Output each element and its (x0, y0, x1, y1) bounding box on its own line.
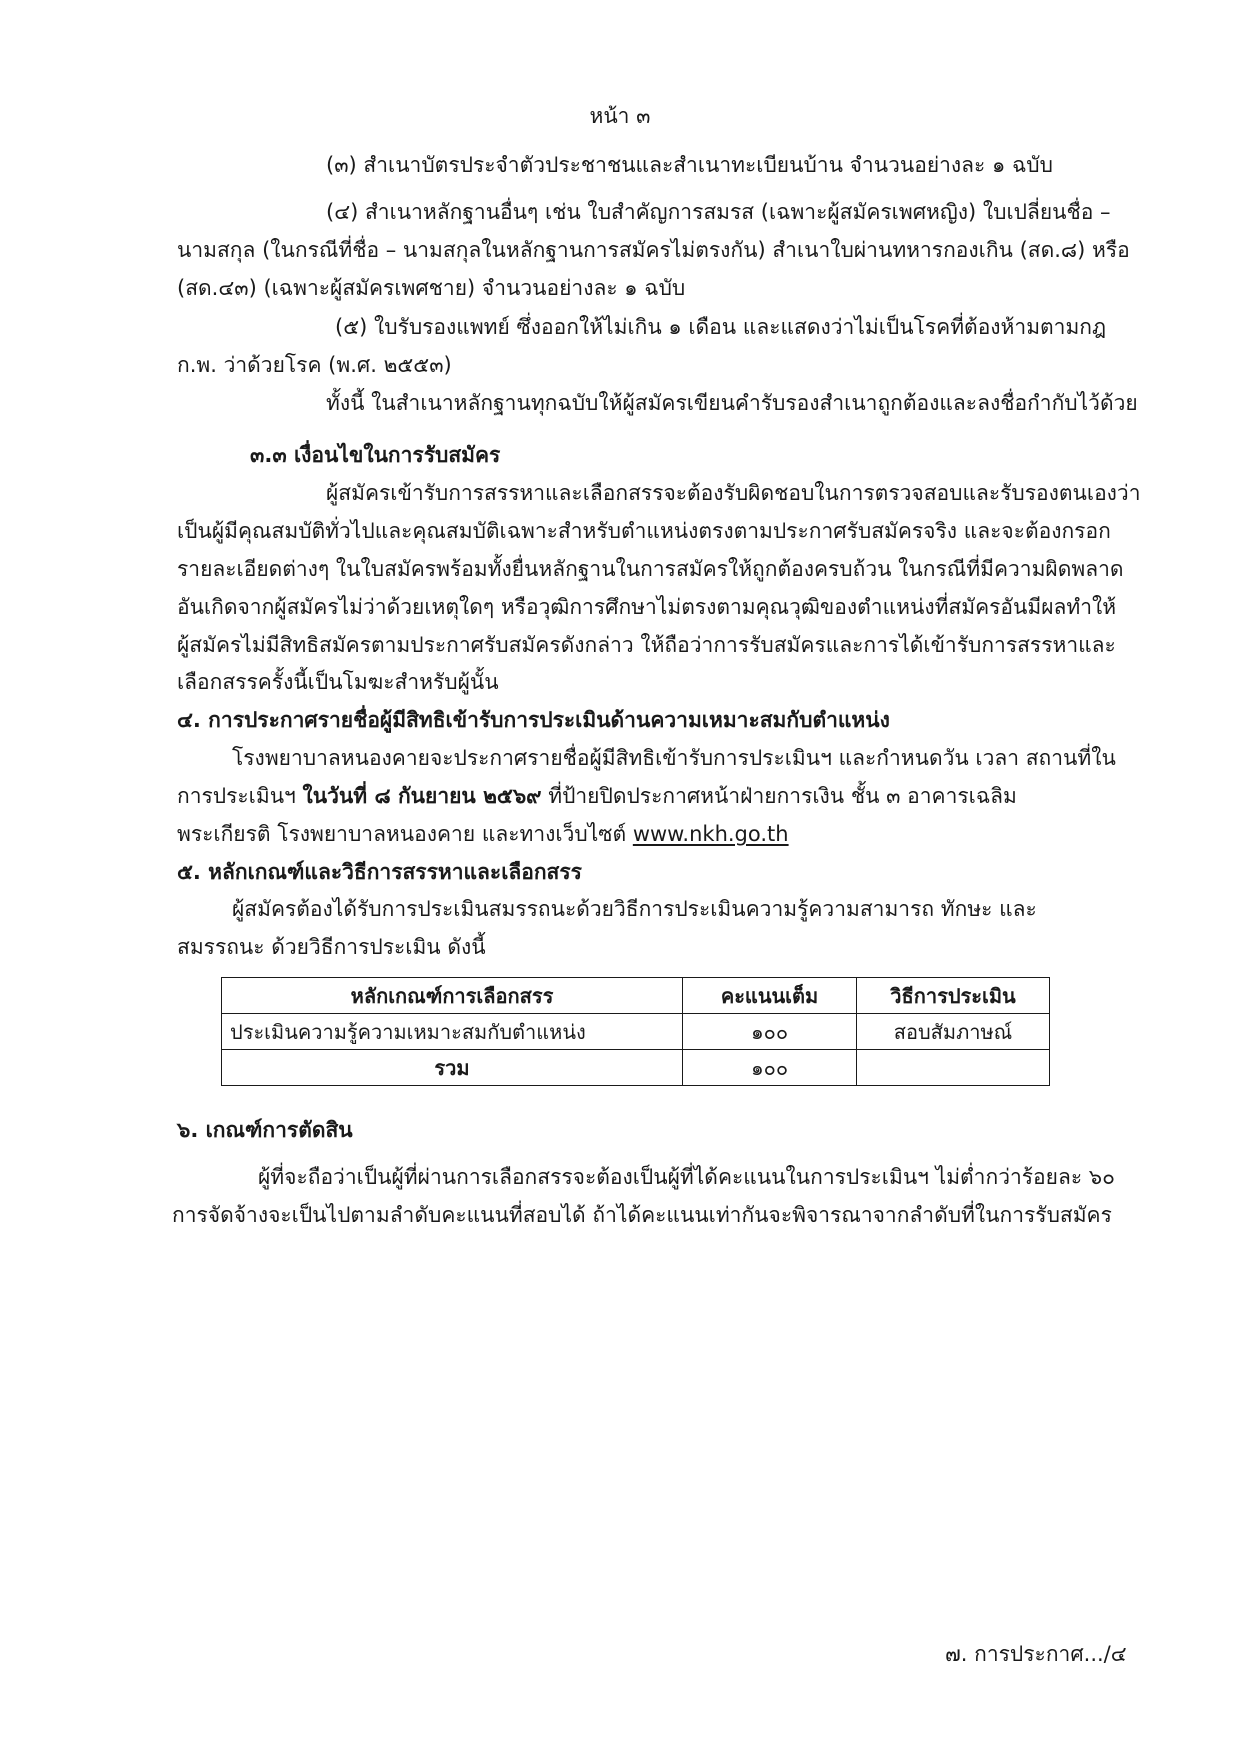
section-5-line-2: สมรรถนะ ด้วยวิธีการประเมิน ดังนี้ (177, 935, 486, 959)
table-cell-method: สอบสัมภาษณ์ (857, 1014, 1050, 1050)
doc-item-4-line-2: นามสกุล (ในกรณีที่ชื่อ – นามสกุลในหลักฐานการสมัครไม่ตรงกัน) สำเนาใบผ่านทหารกองเกิน (สด.๘) หรือ (177, 238, 1130, 262)
table-total-method (857, 1050, 1050, 1086)
table-header-full-score: คะแนนเต็ม (683, 978, 857, 1014)
docs-note: ทั้งนี้ ในสำเนาหลักฐานทุกฉบับให้ผู้สมัครเขียนคำรับรองสำเนาถูกต้องและลงชื่อกำกับไว้ด้วย (326, 391, 1138, 415)
table-cell-score: ๑๐๐ (683, 1014, 857, 1050)
section-5-line-1: ผู้สมัครต้องได้รับการประเมินสมรรถนะด้วยวิธีการประเมินความรู้ความสามารถ ทักษะ และ (232, 897, 1037, 921)
section-3-3-line: รายละเอียดต่างๆ ในใบสมัครพร้อมทั้งยื่นหลักฐานในการสมัครให้ถูกต้องครบถ้วน ในกรณีที่มีความผิดพลาด (177, 557, 1124, 581)
section-4-line-3-pre: พระเกียรติ โรงพยาบาลหนองคาย และทางเว็บไซต์ (177, 822, 633, 846)
section-6-heading: ๖. เกณฑ์การตัดสิน (177, 1118, 353, 1142)
section-4-line-1: โรงพยาบาลหนองคายจะประกาศรายชื่อผู้มีสิทธิเข้ารับการประเมินฯ และกำหนดวัน เวลา สถานที่ใน (232, 746, 1116, 770)
section-4-heading: ๔. การประกาศรายชื่อผู้มีสิทธิเข้ารับการประเมินด้านความเหมาะสมกับตำแหน่ง (177, 708, 890, 732)
section-3-3-line: เลือกสรรครั้งนี้เป็นโมฆะสำหรับผู้นั้น (177, 670, 499, 694)
section-3-3-line: อันเกิดจากผู้สมัครไม่ว่าด้วยเหตุใดๆ หรือวุฒิการศึกษาไม่ตรงตามคุณวุฒิของตำแหน่งที่สมัครอันมีผลทำให้ (177, 595, 1117, 619)
section-3-3-line: ผู้สมัครเข้ารับการสรรหาและเลือกสรรจะต้องรับผิดชอบในการตรวจสอบและรับรองตนเองว่า (326, 481, 1141, 505)
section-3-3-line: ผู้สมัครไม่มีสิทธิสมัครตามประกาศรับสมัครดังกล่าว ให้ถือว่าการรับสมัครและการได้เข้ารับการสรรหาและ (177, 633, 1116, 657)
doc-item-5-line-2: ก.พ. ว่าด้วยโรค (พ.ศ. ๒๕๕๓) (177, 353, 452, 377)
section-4-line-2-pre: การประเมินฯ (177, 784, 303, 808)
website-link[interactable]: www.nkh.go.th (632, 822, 789, 846)
table-total-row (222, 1050, 1050, 1086)
continuation-reference: ๗. การประกาศ.../๔ (945, 1642, 1127, 1666)
table-header-row (222, 978, 1050, 1014)
section-4-line-3 (177, 819, 789, 849)
section-3-3-heading: ๓.๓ เงื่อนไขในการรับสมัคร (250, 443, 501, 467)
table-header-method: วิธีการประเมิน (857, 978, 1050, 1014)
doc-item-4-line-3: (สด.๔๓) (เฉพาะผู้สมัครเพศชาย) จำนวนอย่างละ ๑ ฉบับ (177, 276, 686, 300)
criteria-table (221, 977, 1050, 1086)
section-6-line-1: ผู้ที่จะถือว่าเป็นผู้ที่ผ่านการเลือกสรรจะต้องเป็นผู้ที่ได้คะแนนในการประเมินฯ ไม่ต่ำกว่าร้อยละ ๖๐ (258, 1165, 1115, 1189)
doc-item-4-line-1: (๔) สำเนาหลักฐานอื่นๆ เช่น ใบสำคัญการสมรส (เฉพาะผู้สมัครเพศหญิง) ใบเปลี่ยนชื่อ – (326, 200, 1111, 224)
announcement-date: ในวันที่ ๘ กันยายน ๒๕๖๙ (302, 784, 542, 808)
section-4-line-2 (177, 781, 1017, 811)
table-header-criteria: หลักเกณฑ์การเลือกสรร (222, 978, 683, 1014)
table-total-score: ๑๐๐ (683, 1050, 857, 1086)
section-6-line-2: การจัดจ้างจะเป็นไปตามลำดับคะแนนที่สอบได้ ถ้าได้คะแนนเท่ากันจะพิจารณาจากลำดับที่ในการรับสมัคร (172, 1203, 1112, 1227)
table-cell-criteria: ประเมินความรู้ความเหมาะสมกับตำแหน่ง (222, 1014, 683, 1050)
table-row (222, 1014, 1050, 1050)
table-total-label: รวม (222, 1050, 683, 1086)
doc-item-3: (๓) สำเนาบัตรประจำตัวประชาชนและสำเนาทะเบียนบ้าน จำนวนอย่างละ ๑ ฉบับ (326, 153, 1053, 177)
section-5-heading: ๕. หลักเกณฑ์และวิธีการสรรหาและเลือกสรร (177, 860, 582, 884)
section-3-3-line: เป็นผู้มีคุณสมบัติทั่วไปและคุณสมบัติเฉพาะสำหรับตำแหน่งตรงตามประกาศรับสมัครจริง และจะต้องกรอก (177, 519, 1111, 543)
doc-item-5-line-1: (๕) ใบรับรองแพทย์ ซึ่งออกให้ไม่เกิน ๑ เดือน และแสดงว่าไม่เป็นโรคที่ต้องห้ามตามกฎ (335, 315, 1107, 339)
page-number: หน้า ๓ (589, 104, 651, 128)
section-4-line-2-post: ที่ป้ายปิดประกาศหน้าฝ่ายการเงิน ชั้น ๓ อาคารเฉลิม (541, 784, 1017, 808)
